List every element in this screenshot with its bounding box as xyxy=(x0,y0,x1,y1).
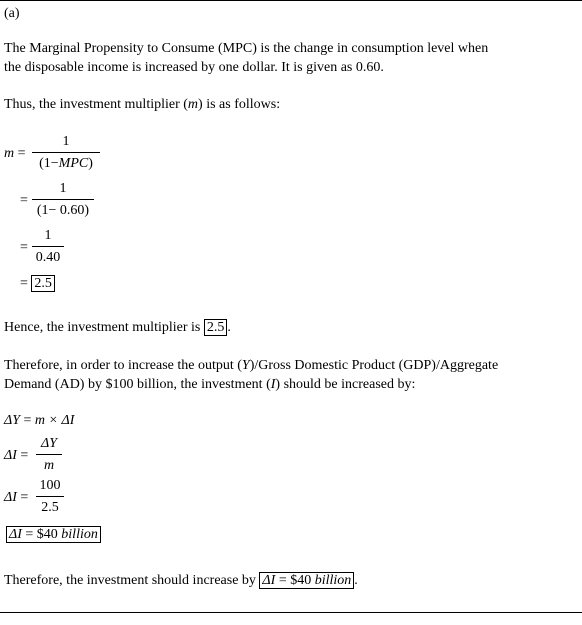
fraction-numerator: 1 xyxy=(59,181,67,196)
delta-eq-3-lhs xyxy=(4,490,28,506)
eq4-lhs: ΔI xyxy=(9,527,22,542)
eq2-lhs: ΔI xyxy=(4,448,17,463)
fraction-bar xyxy=(32,246,64,247)
fraction-bar xyxy=(36,454,62,455)
t2a: Demand (AD) by $100 billion, the investment ( xyxy=(4,377,271,392)
conclusion-period: . xyxy=(354,573,358,588)
fraction-values xyxy=(36,478,64,516)
fraction-denominator xyxy=(32,156,100,172)
conclusion-lhs: ΔI xyxy=(262,573,276,588)
therefore-line-2 xyxy=(4,377,415,393)
multiplier-var: m xyxy=(4,146,15,161)
boxed-conclusion xyxy=(259,572,354,589)
eq4-mid: = $40 xyxy=(21,527,62,542)
fraction-numerator: 1 xyxy=(44,228,52,243)
fraction-denominator: 2.5 xyxy=(41,500,59,515)
delta-eq-4 xyxy=(6,526,101,543)
multiplier-intro-var: m xyxy=(187,97,199,112)
fraction-numerator: ΔY xyxy=(40,436,57,451)
t1b: )/Gross Domestic Product (GDP)/Aggregate xyxy=(249,358,499,373)
multiplier-intro-after: ) is as follows: xyxy=(198,97,281,112)
boxed-answer xyxy=(6,526,101,543)
fraction-step2 xyxy=(32,181,94,219)
fraction-denominator: m xyxy=(43,458,55,473)
eq1-rhs: m × ΔI xyxy=(34,413,75,428)
eq4-unit: billion xyxy=(61,527,98,542)
eq2-equals: = xyxy=(20,448,29,463)
t1-var: Y xyxy=(241,358,250,373)
eq1-equals: = xyxy=(23,413,32,428)
t1a: Therefore, in order to increase the output ( xyxy=(4,358,242,373)
boxed-result: 2.5 xyxy=(31,275,55,292)
fraction-step3 xyxy=(32,228,64,266)
eq3-equals: = xyxy=(20,490,29,505)
equals-sign-3: = xyxy=(20,240,28,255)
fraction-bar xyxy=(32,152,100,153)
hence-text: Hence, the investment multiplier is xyxy=(4,320,201,335)
intro-line-1: The Marginal Propensity to Consume (MPC) is the change in consumption level when xyxy=(4,41,489,56)
fraction-numerator: 100 xyxy=(39,478,61,493)
intro-line-2: the disposable income is increased by one dollar. It is given as 0.60. xyxy=(4,60,384,75)
fraction-bar xyxy=(36,496,64,497)
multiplier-result xyxy=(20,275,55,292)
den-close: ) xyxy=(88,156,93,171)
multiplier-intro-before: Thus, the investment multiplier ( xyxy=(4,97,188,112)
top-border xyxy=(0,0,582,1)
conclusion-line xyxy=(4,572,358,589)
multiplier-intro xyxy=(4,97,280,113)
boxed-multiplier: 2.5 xyxy=(204,319,228,336)
fraction-bar xyxy=(32,199,94,200)
conclusion-text: Therefore, the investment should increase by xyxy=(4,573,256,588)
multiplier-lhs xyxy=(4,146,26,162)
fraction-step1 xyxy=(32,134,100,172)
conclusion-unit: billion xyxy=(314,573,352,588)
delta-eq-2-lhs xyxy=(4,448,28,464)
equals-sign-2: = xyxy=(20,193,28,208)
eq3-lhs: ΔI xyxy=(4,490,17,505)
t2-var: I xyxy=(270,377,276,392)
hence-line xyxy=(4,319,231,336)
den-var: MPC xyxy=(58,156,89,171)
den-open: (1− xyxy=(39,156,59,171)
delta-eq-1 xyxy=(4,413,74,429)
part-label: (a) xyxy=(4,6,20,21)
fraction-numerator: 1 xyxy=(62,134,70,149)
fraction-denominator: (1− 0.60) xyxy=(36,203,90,218)
fraction-delta xyxy=(36,436,62,474)
t2b: ) should be increased by: xyxy=(275,377,416,392)
equals-sign-4: = xyxy=(20,276,28,291)
fraction-denominator: 0.40 xyxy=(35,250,61,265)
equals-sign: = xyxy=(17,146,26,161)
hence-period: . xyxy=(227,320,231,335)
bottom-rule xyxy=(0,612,582,613)
eq1-lhs: ΔY xyxy=(4,413,21,428)
conclusion-mid: = $40 xyxy=(275,573,315,588)
therefore-line-1 xyxy=(4,358,498,374)
